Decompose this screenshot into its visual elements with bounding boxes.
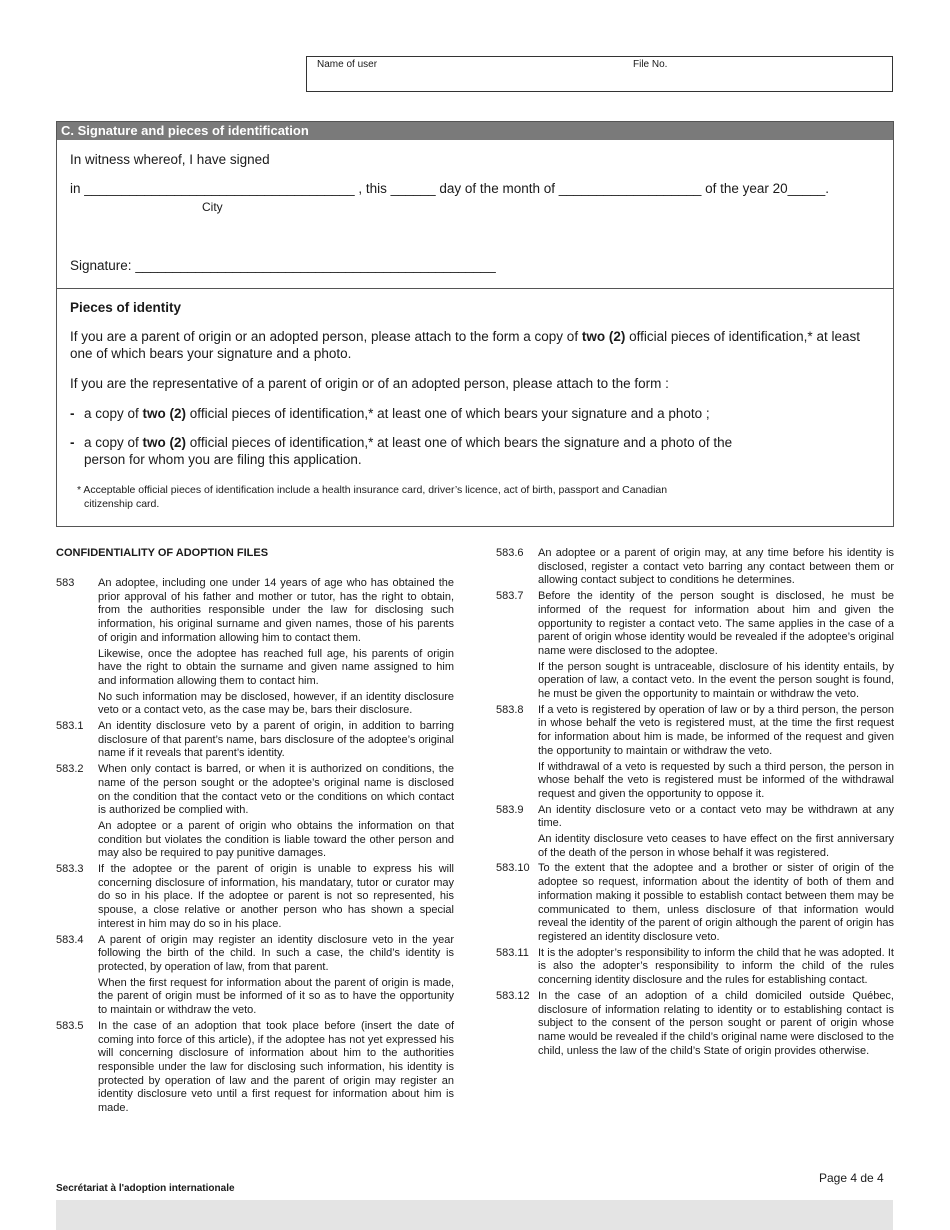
law-column-right [496,547,894,1060]
in-label: in [70,181,81,196]
article-paragraph: An identity disclosure veto or a contact veto may be withdrawn at any time. [538,803,894,830]
footer-bar [56,1200,893,1230]
article-paragraph: If withdrawal of a veto is requested by such a third person, the person in whose behalf the veto is registered must be informed of the withdrawal request and given the opportunity to oppose it. [538,760,894,800]
identity-bullet-2: - a copy of two (2) official pieces of identification,* at least one of which bears the signature and a photo of the person for whom you are filing this application. [70,435,733,467]
law-heading: CONFIDENTIALITY OF ADOPTION FILES [56,547,269,559]
article-paragraph: An adoptee, including one under 14 years of age who has obtained the prior approval of his father and mother or tutor, has the right to obtain, from the authorities responsible under the law for disclosing such information, his original surname and given names, those of his parents of origin and information allowing him to contact them. [98,577,454,644]
bullet-marker: - [70,406,75,421]
article-paragraph: An identity disclosure veto ceases to have effect on the first anniversary of the death of the person in whose behalf it was registered. [538,833,894,859]
identity-paragraph-1: If you are a parent of origin or an adopted person, please attach to the form a copy of two (2) official pieces of identification,* at least one of which bears your signature and a photo. [70,329,860,361]
article-number: 583.12 [496,989,530,1002]
article-paragraph: If a veto is registered by operation of law or by a third person, the person in whose behalf the veto is registered must, at the time the first request for information about him is made, be informed of the request and given the opportunity to maintain or withdraw the veto. [538,703,894,757]
identity-paragraph-2: If you are the representative of a parent of origin or of an adopted person, please attach to the form : [70,376,669,391]
page-number: Page 4 de 4 [819,1171,884,1185]
article-paragraph: When only contact is barred, or when it is authorized on conditions, the name of the person sought or the adoptee’s original name is disclosed on the condition that the contact veto or the conditions on which contact is authorized be complied with. [98,763,454,817]
law-article [56,1020,454,1116]
article-number: 583.1 [56,720,84,733]
article-paragraph: A parent of origin may register an identity disclosure veto in the year following the birth of the child. In such a case, the child’s identity is protected, by operation of law, from that parent. [98,933,454,973]
article-paragraph: In the case of an adoption of a child domiciled outside Québec, disclosure of information relating to identity or to establishing contact is subject to the consent of the person sought or parent of origin whose name would be revealed if the child’s original name were disclosed to the child, unless the law of the child’s State of origin provides otherwise. [538,989,894,1057]
article-paragraph: No such information may be disclosed, however, if an identity disclosure veto or a contact veto, as the case may be, bars their disclosure. [98,690,454,717]
law-article [496,547,894,588]
article-number: 583.11 [496,946,529,959]
article-paragraph: Likewise, once the adoptee has reached full age, his parents of origin have the right to obtain the surname and given name assigned to him and information allowing them to contact him. [98,647,454,687]
identity-bullet-1: - a copy of two (2) official pieces of identification,* at least one of which bears your signature and a photo ; [70,406,710,421]
law-article [56,720,454,761]
article-paragraph: To the extent that the adoptee and a brother or sister of origin of the adoptee so request, information about the identity of both of them and information making it possible to establish contact between them may be communicated to them, unless disclosure of that information would reveal the identity of the parent of origin although the parent of origin has registered an identity disclosure veto. [538,862,894,943]
article-paragraph: When the first request for information about the parent of origin is made, the parent of origin must be informed of it so as to have the opportunity to maintain or withdraw the veto. [98,976,454,1017]
article-paragraph: An identity disclosure veto by a parent of origin, in addition to barring disclosure of that parent’s name, bars disclosure of the adoptee’s original name if it reveals that parent’s identity. [98,720,454,760]
law-article [56,577,454,718]
law-article [496,590,894,702]
article-number: 583.2 [56,763,84,776]
law-article [496,704,894,802]
footer-organization: Secrétariat à l'adoption internationale [56,1183,235,1194]
article-paragraph: If the adoptee or the parent of origin is unable to express his will concerning disclosure of information, his mandatary, tutor or curator may do so in his place. If the adoptee or parent is not so represented, his spouse, a close relative or another person who has shown a special interest in him may do so in his place. [98,863,454,930]
city-caption: City [202,200,223,214]
date-field[interactable]: , this ______ day of the month of ___________________ of the year 20_____. [358,181,829,196]
law-article [56,934,454,1018]
identity-footnote: * Acceptable official pieces of identification include a health insurance card, driver’s licence, act of birth, passport and Canadian citizenship card. [77,484,668,510]
law-article [496,947,894,988]
article-number: 583.7 [496,590,524,603]
article-number: 583.10 [496,862,530,875]
law-article [496,862,894,944]
signature-label: Signature: [70,258,132,273]
law-article [496,990,894,1059]
witness-statement: In witness whereof, I have signed [70,152,270,167]
signing-place-line [70,181,829,196]
article-paragraph: It is the adopter’s responsibility to inform the child that he was adopted. It is also the adopter’s responsibility to inform the child of the rules concerning identity disclosure and the rules for establishing contact. [538,946,894,987]
article-number: 583.6 [496,547,524,559]
article-paragraph: An adoptee or a parent of origin may, at any time before his identity is disclosed, register a contact veto barring any contact between them or allowing contact subject to conditions he determines. [538,547,894,587]
section-divider [57,288,893,289]
city-field[interactable]: ____________________________________ [84,181,355,196]
article-number: 583.5 [56,1019,84,1032]
signature-line [70,258,496,273]
article-number: 583.9 [496,803,524,816]
law-article [56,763,454,861]
identity-title: Pieces of identity [70,300,182,315]
article-paragraph: In the case of an adoption that took place before (insert the date of coming into force of this article), if the adoptee has not yet expressed his will concerning disclosure of information about him to the authorities responsible under the law for disclosing such information, his identity is protected by operation of law and the parent of origin may register an identity disclosure veto until a first request for information about him is made. [98,1019,454,1115]
user-info-box [306,56,893,92]
file-no-label: File No. [633,59,668,70]
article-paragraph: Before the identity of the person sought is disclosed, he must be informed of the request for information about him and given the opportunity to register a contact veto. The same applies in the case of a parent of origin whose identity would be revealed if the adoptee’s original name were disclosed to the adoptee. [538,590,894,657]
law-article [496,804,894,861]
article-number: 583.4 [56,933,84,946]
law-column-left [56,577,454,1118]
signature-field[interactable]: ________________________________________________ [135,258,496,273]
section-title: C. Signature and pieces of identification [57,122,893,140]
article-number: 583.8 [496,703,524,716]
article-paragraph: An adoptee or a parent of origin who obtains the information on that condition but violates the condition is liable toward the other person and may also be required to pay punitive damages. [98,819,454,860]
law-article [56,863,454,932]
article-number: 583 [56,577,75,589]
article-paragraph: If the person sought is untraceable, disclosure of his identity entails, by operation of law, a contact veto. In the event the person sought is found, he must be given the opportunity to maintain or withdraw the veto. [538,660,894,701]
name-of-user-label: Name of user [317,59,378,70]
bullet-marker: - [70,435,75,450]
article-number: 583.3 [56,863,84,876]
section-signature [56,121,894,527]
